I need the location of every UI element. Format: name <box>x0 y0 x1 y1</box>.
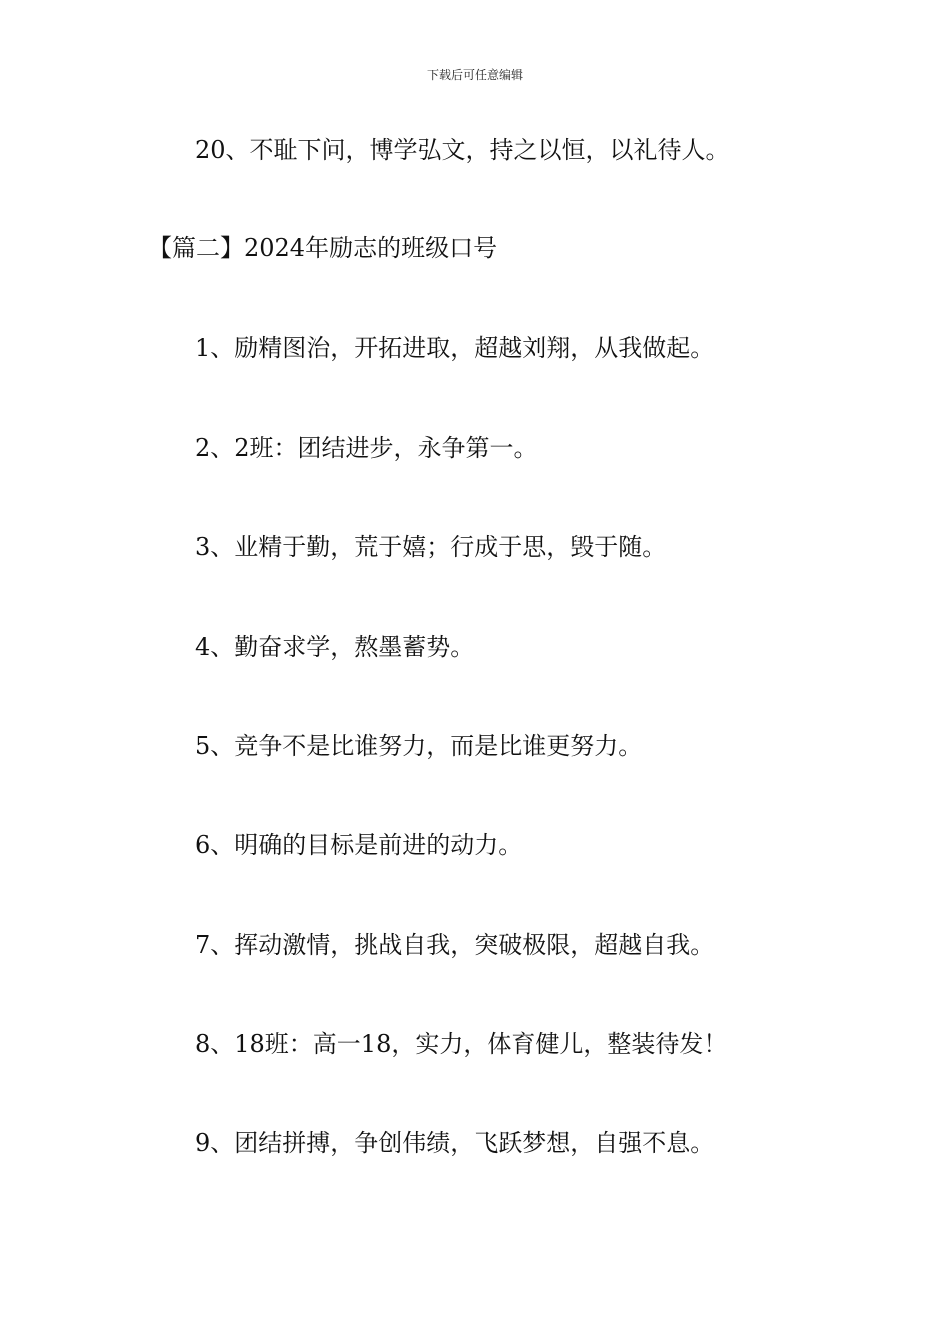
slogan-item-2: 2、2班：团结进步，永争第一。 <box>195 434 538 462</box>
slogan-item-6: 6、明确的目标是前进的动力。 <box>195 831 523 859</box>
slogan-item-8: 8、18班：高一18，实力，体育健儿，整装待发！ <box>195 1030 728 1058</box>
slogan-item-3: 3、业精于勤，荒于嬉；行成于思，毁于随。 <box>195 533 667 561</box>
section-title: 【篇二】2024年励志的班级口号 <box>148 234 498 262</box>
slogan-item-9: 9、团结拼搏，争创伟绩，飞跃梦想，自强不息。 <box>195 1129 715 1157</box>
slogan-item-7: 7、挥动激情，挑战自我，突破极限，超越自我。 <box>195 931 715 959</box>
page-header-note: 下载后可任意编辑 <box>426 68 523 82</box>
slogan-item-20: 20、不耻下问，博学弘文，持之以恒，以礼待人。 <box>195 136 730 164</box>
slogan-item-1: 1、励精图治，开拓进取，超越刘翔，从我做起。 <box>195 334 715 362</box>
slogan-item-4: 4、勤奋求学，熬墨蓄势。 <box>195 633 475 661</box>
slogan-item-5: 5、竞争不是比谁努力，而是比谁更努力。 <box>195 732 643 760</box>
